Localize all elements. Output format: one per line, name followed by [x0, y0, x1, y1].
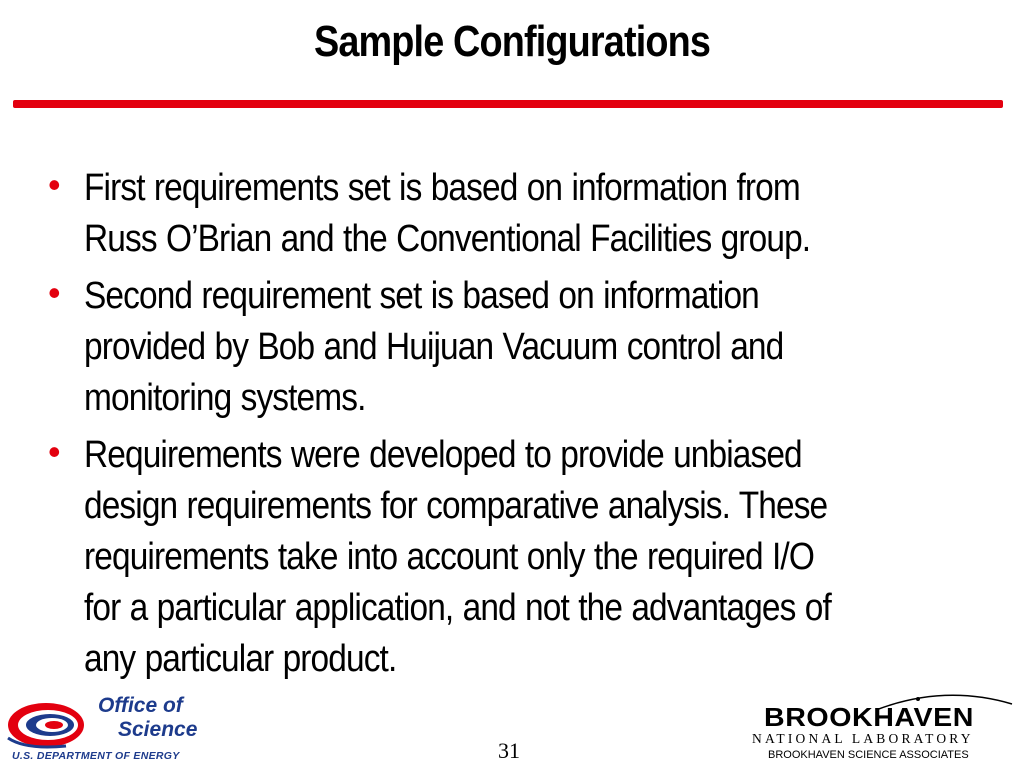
- department-label: U.S. DEPARTMENT OF ENERGY: [12, 750, 180, 762]
- bullet-marker: •: [48, 272, 61, 313]
- title-divider: [13, 100, 1003, 108]
- slide-title: Sample Configurations: [313, 17, 711, 66]
- bullet-item: [46, 271, 1006, 424]
- bullet-marker: •: [48, 431, 61, 472]
- office-of-science-swirl-icon: [6, 698, 92, 752]
- bullet-marker: •: [48, 164, 61, 205]
- national-laboratory-label: NATIONAL LABORATORY: [752, 731, 974, 746]
- office-of-label: Office of: [98, 694, 183, 717]
- bullet-text: Second requirement set is based on information provided by Bob and Huijuan Vacuum control and monitoring systems.: [84, 275, 784, 419]
- office-of-science-logo: [6, 694, 221, 764]
- brookhaven-wordmark: BROOKHAVEN: [764, 702, 974, 732]
- bullet-item: [46, 430, 1006, 685]
- bullet-text: Requirements were developed to provide unbiased design requirements for comparative analysis. These requirements take into account only the required I/O for a particular application, and not the advantages of any particular product.: [84, 434, 831, 680]
- bullet-list: [46, 163, 1006, 691]
- bullet-item: [46, 163, 1006, 265]
- page-number: 31: [498, 738, 520, 763]
- brookhaven-logo: [748, 690, 1018, 766]
- science-associates-label: BROOKHAVEN SCIENCE ASSOCIATES: [768, 749, 969, 761]
- bullet-text: First requirements set is based on information from Russ O’Brian and the Conventional Facilities group.: [84, 167, 811, 260]
- science-label: Science: [118, 718, 198, 741]
